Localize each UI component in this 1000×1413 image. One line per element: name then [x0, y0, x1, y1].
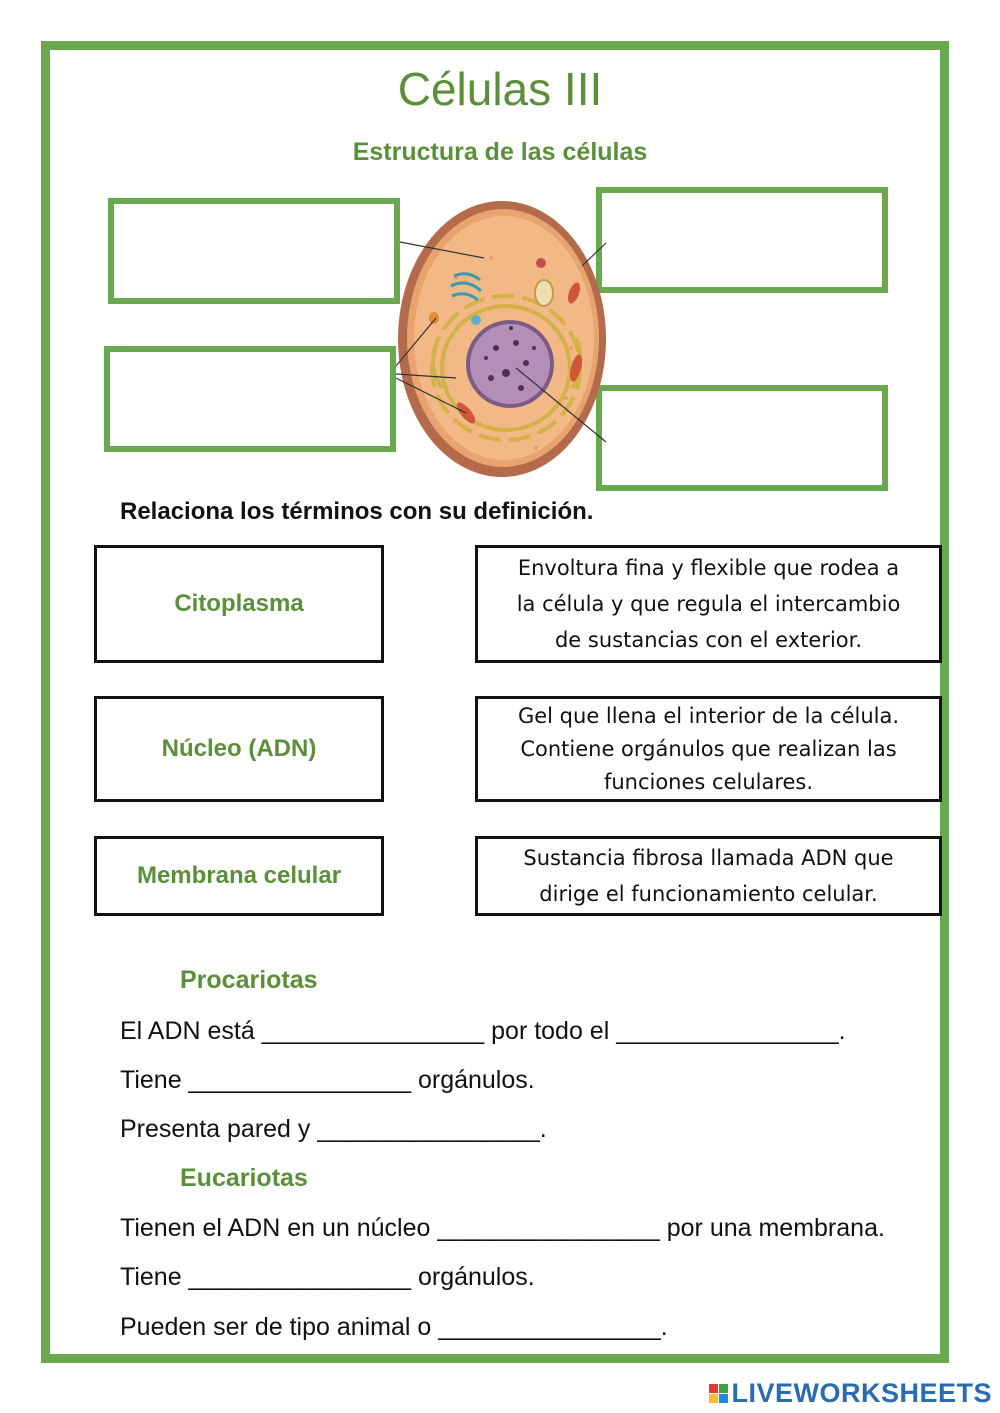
definition-line: Envoltura fina y flexible que rodea a	[517, 556, 900, 580]
procariotas-line[interactable]: Presenta pared y ________________.	[120, 1115, 547, 1143]
term-box-citoplasma[interactable]: Citoplasma	[94, 545, 384, 663]
liveworksheets-logo[interactable]	[709, 1378, 992, 1409]
definition-box-nucleo[interactable]	[475, 836, 942, 916]
definition-line: Gel que llena el interior de la célula.	[517, 703, 900, 728]
eucariotas-heading: Eucariotas	[180, 1164, 308, 1192]
eucariotas-line[interactable]: Tiene ________________ orgánulos.	[120, 1263, 535, 1291]
section-subtitle: Estructura de las células	[352, 138, 648, 166]
definition-box-membrana[interactable]	[475, 545, 942, 663]
definition-line: Sustancia fibrosa llamada ADN que	[523, 846, 894, 870]
matching-instruction: Relaciona los términos con su definición.	[120, 498, 594, 525]
answer-box-top-right[interactable]	[596, 187, 888, 293]
definition-line: funciones celulares.	[603, 769, 814, 794]
answer-box-bottom-left[interactable]	[104, 346, 396, 452]
definition-line: de sustancias con el exterior.	[554, 628, 863, 652]
definition-box-citoplasma[interactable]	[475, 696, 942, 802]
procariotas-heading: Procariotas	[180, 966, 318, 994]
definition-line: la célula y que regula el intercambio	[516, 592, 901, 616]
page-title: Células III	[397, 63, 603, 115]
definition-line: dirige el funcionamiento celular.	[539, 882, 878, 906]
eucariotas-line[interactable]: Tienen el ADN en un núcleo ________________ por una membrana.	[120, 1214, 885, 1242]
term-box-nucleo[interactable]: Núcleo (ADN)	[94, 696, 384, 802]
answer-box-top-left[interactable]	[108, 198, 400, 304]
procariotas-line[interactable]: Tiene ________________ orgánulos.	[120, 1066, 535, 1094]
eucariotas-line[interactable]: Pueden ser de tipo animal o ________________.	[120, 1313, 668, 1341]
term-box-membrana[interactable]: Membrana celular	[94, 836, 384, 916]
procariotas-line[interactable]: El ADN está ________________ por todo el ________________.	[120, 1017, 846, 1045]
logo-text: LIVEWORKSHEETS	[731, 1378, 992, 1408]
answer-box-bottom-right[interactable]	[596, 385, 888, 491]
liveworksheets-logo-icon	[709, 1384, 728, 1403]
animal-cell-icon	[396, 198, 608, 480]
definition-line: Contiene orgánulos que realizan las	[520, 736, 897, 761]
